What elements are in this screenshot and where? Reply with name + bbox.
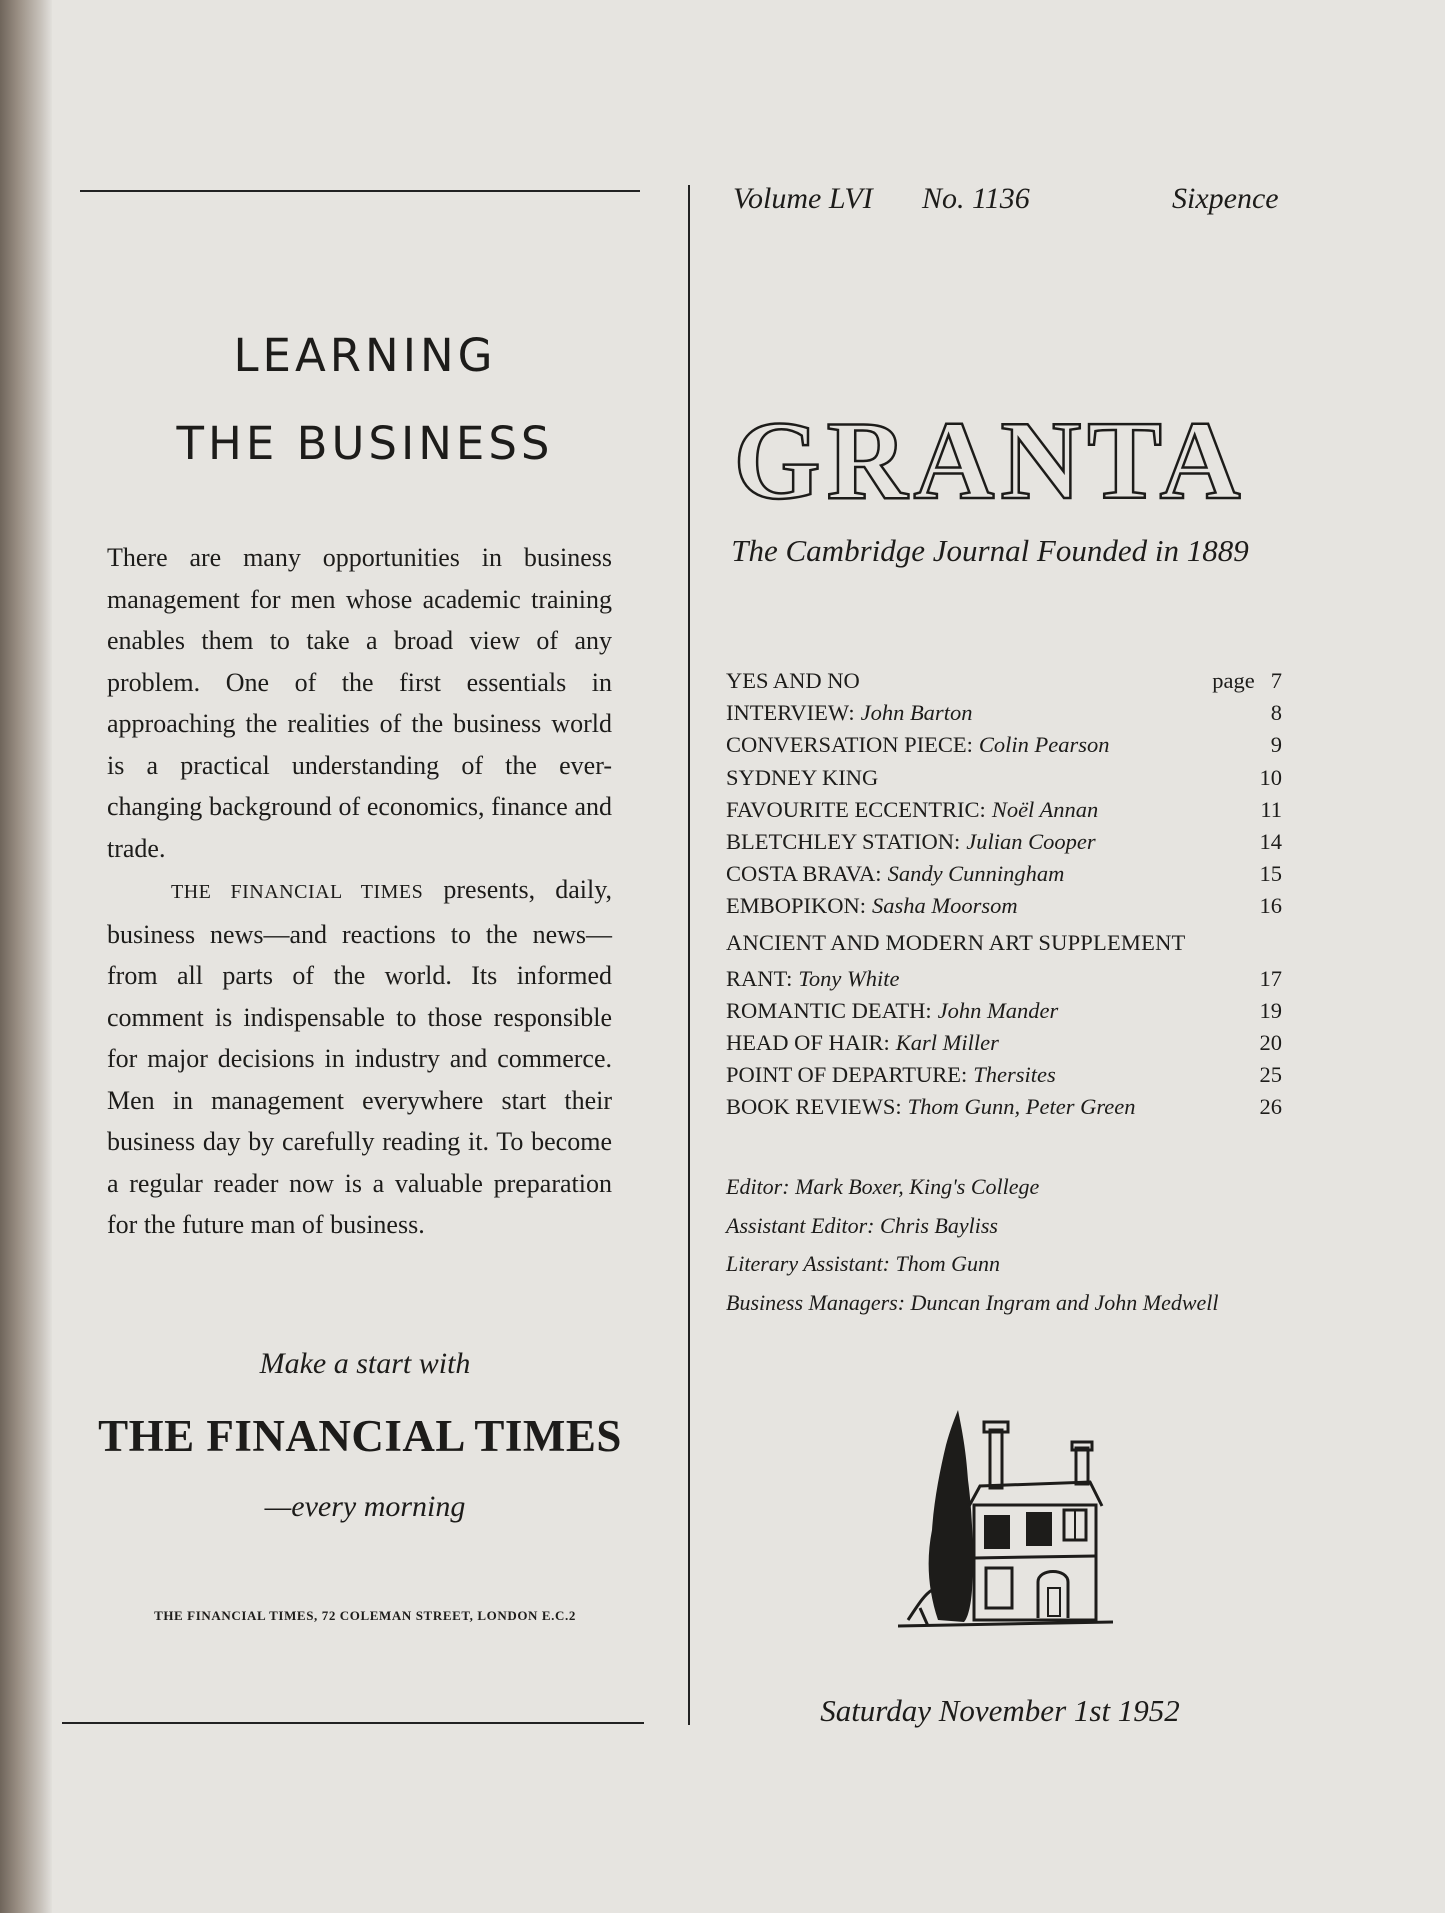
ad-headline [90,312,640,488]
masthead-number: No. 1136 [922,182,1030,215]
ad-headline-line-2: THE BUSINESS [176,417,554,470]
toc-author: Sandy Cunningham [887,861,1065,887]
ad-body [107,537,612,1246]
toc-author: Thersites [973,1062,1056,1088]
ad-cta-line-1: Make a start with [259,1347,471,1380]
ad-cta-line-3: —every morning [264,1490,466,1523]
toc-title: COSTA BRAVA: [726,861,882,887]
toc-author: Colin Pearson [978,732,1110,758]
toc-page-number: 7 [1270,668,1282,693]
toc-page: 20 [1259,1030,1282,1056]
house-illustration [898,1390,1113,1630]
toc-page: 10 [1259,764,1282,790]
toc-page: 8 [1270,700,1282,726]
masthead-volume: Volume LVI [733,182,873,215]
staff-name: Mark Boxer, King's College [795,1174,1040,1199]
toc-page: 26 [1259,1094,1282,1120]
toc-title: EMBOPIKON: [726,893,867,919]
toc-row [726,762,1282,794]
toc-title: YES AND NO [726,668,860,693]
staff-role: Business Managers: [726,1289,906,1315]
staff-role: Assistant Editor: [726,1212,875,1238]
ad-cta-brand: THE FINANCIAL TIMES [98,1411,622,1461]
ad-body-paragraph-2 [107,869,612,1246]
toc-row [726,963,1282,995]
ad-body-paragraph-1: There are many opportunities in business management for men whose academic training enables them to take a broad view of any problem. One of the first essentials in approaching the realities of the business world is a practical understanding of the ever-changing background of economics, finance and trade. [107,543,612,863]
toc-row [726,1091,1282,1123]
staff-row [726,1207,1286,1246]
toc-row [726,890,1282,922]
ad-body-paragraph-2-text: presents, daily, business news—and reactions to the news—from all parts of the world. Its informed comment is indispensable to those responsible for major decisions in industry and commerce. Men in management everywhere start their business day by carefully reading it. To become a regular reader now is a valuable preparation for the future man of business. [107,875,613,1239]
toc-supplement-heading: ANCIENT AND MODERN ART SUPPLEMENT [726,929,1186,955]
toc-page: 17 [1259,965,1282,991]
ad-bottom-rule [62,1722,644,1724]
ad-address: THE FINANCIAL TIMES, 72 COLEMAN STREET, LONDON E.C.2 [154,1608,576,1623]
table-of-contents [726,665,1282,1124]
toc-title: FAVOURITE ECCENTRIC: [726,796,986,822]
toc-page: 16 [1259,893,1282,919]
toc-title: BOOK REVIEWS: [726,1094,902,1120]
staff-role: Editor: [726,1174,790,1199]
toc-page: 11 [1260,796,1282,822]
toc-author: Tony White [798,965,900,991]
toc-page: 15 [1259,861,1282,887]
toc-row [726,858,1282,890]
toc-title: INTERVIEW: [726,700,855,726]
staff-name: Chris Bayliss [880,1212,998,1238]
toc-row [726,665,1282,697]
journal-title: GRANTA [733,399,1247,523]
toc-page: 14 [1259,828,1282,854]
toc-author: Noël Annan [991,796,1099,822]
staff-row [726,1168,1286,1207]
toc-title: RANT: [726,965,793,991]
toc-row [726,794,1282,826]
staff-row [726,1245,1286,1284]
toc-row [726,697,1282,729]
toc-title: CONVERSATION PIECE: [726,732,973,758]
toc-author: Sasha Moorsom [872,893,1018,919]
ad-top-rule [80,190,640,192]
page-binding-shadow [0,0,52,1913]
toc-author: John Barton [860,700,973,726]
journal-subtitle: The Cambridge Journal Founded in 1889 [731,533,1249,568]
masthead-price: Sixpence [1172,182,1279,215]
toc-row [726,1027,1282,1059]
toc-title: SYDNEY KING [726,764,879,790]
toc-page: 25 [1259,1062,1282,1088]
toc-page: 9 [1270,732,1282,758]
toc-title: ROMANTIC DEATH: [726,997,932,1023]
toc-author: John Mander [937,997,1059,1023]
staff-row [726,1284,1286,1323]
issue-date: Saturday November 1st 1952 [820,1693,1180,1728]
staff-name: Thom Gunn [895,1251,1001,1276]
toc-author: Karl Miller [895,1030,999,1056]
toc-title: HEAD OF HAIR: [726,1030,890,1056]
staff-role: Literary Assistant: [726,1251,891,1276]
staff-name: Duncan Ingram and John Medwell [910,1289,1219,1315]
toc-title: POINT OF DEPARTURE: [726,1062,968,1088]
toc-row [726,1059,1282,1091]
toc-author: Thom Gunn, Peter Green [907,1094,1136,1120]
column-divider [688,185,690,1725]
toc-author: Julian Cooper [966,828,1096,854]
toc-row [726,826,1282,858]
toc-page [1212,665,1282,697]
toc-row [726,729,1282,761]
toc-page-label: page [1212,668,1255,693]
ad-headline-line-1: LEARNING [233,329,497,382]
staff-credits [726,1168,1286,1322]
toc-title: BLETCHLEY STATION: [726,828,961,854]
ad-brand-smallcaps: THE FINANCIAL TIMES [171,881,424,903]
toc-row [726,995,1282,1027]
toc-page: 19 [1259,997,1282,1023]
